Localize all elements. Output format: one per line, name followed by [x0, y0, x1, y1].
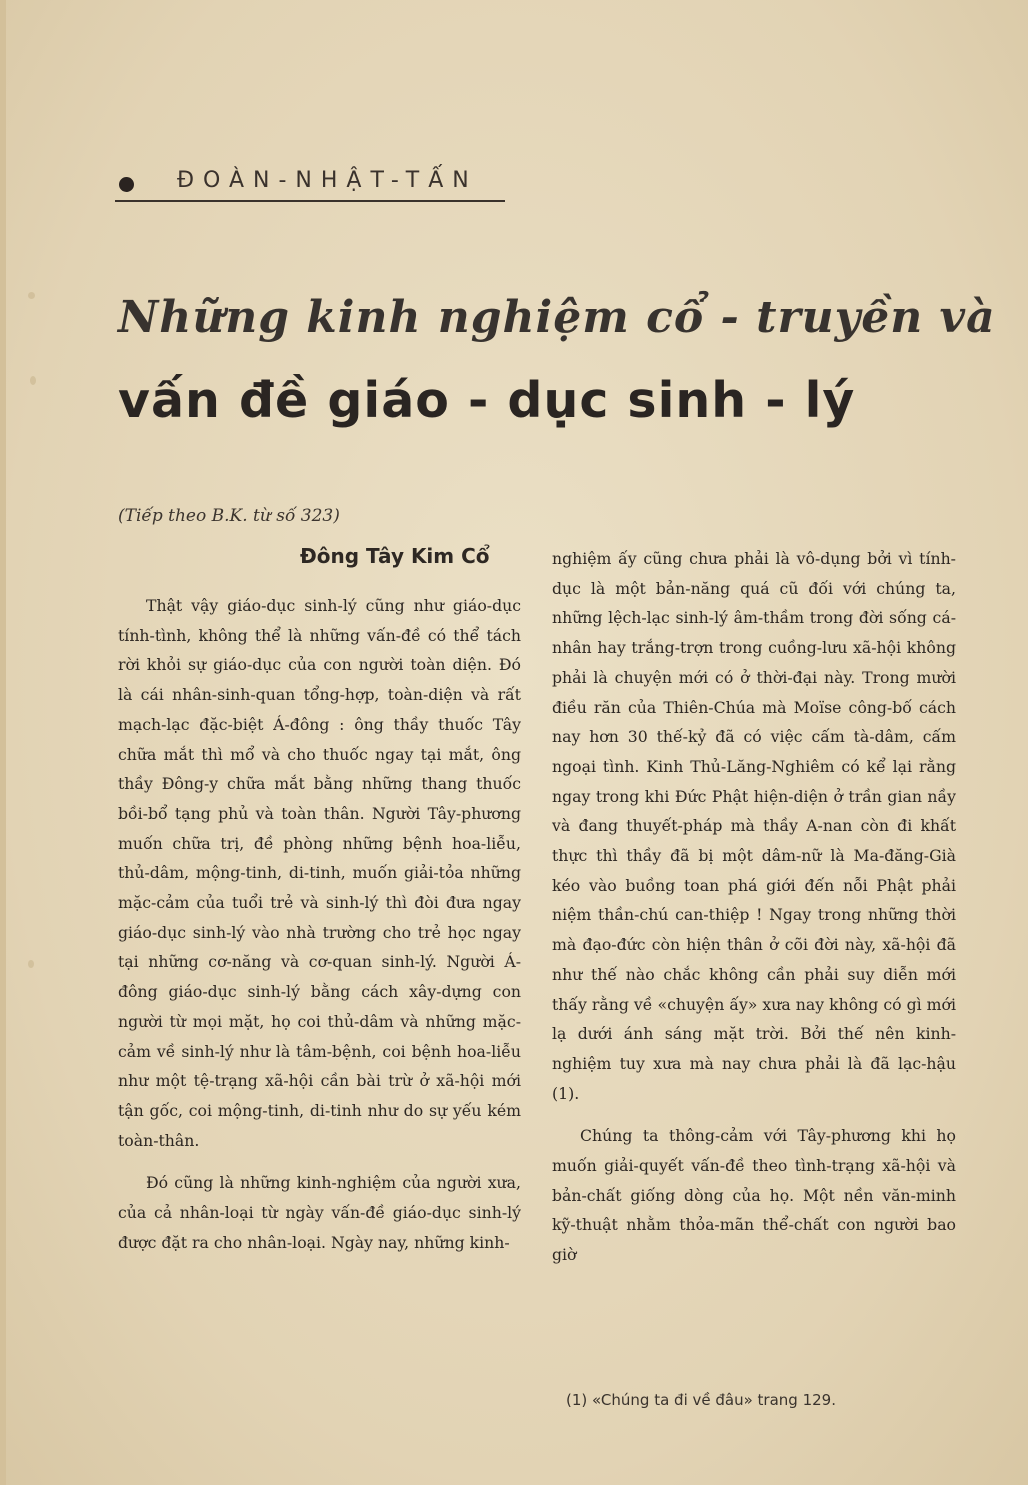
- left-paragraph-1: Thật vậy giáo-dục sinh-lý cũng như giáo-dục tính-tình, không thể là những vấn-đề có thể tách rời khỏi sự giáo-dục của con người toàn diện. Đó là cái nhân-sinh-quan tổng-hợp, toàn-diện và rất mạch-lạc đặc-biệt Á-đông : ông thầy thuốc Tây chữa mắt thì mổ và cho thuốc ngay tại mắt, ông thầy Đông-y chữa mắt bằng những thang thuốc bồi-bổ tạng phủ và toàn thân. Người Tây-phương muốn chữa trị, đề phòng những bệnh hoa-liễu, thủ-dâm, mộng-tinh, di-tinh, muốn giải-tỏa những mặc-cảm của tuổi trẻ và sinh-lý thì đòi đưa ngay giáo-dục sinh-lý vào nhà trường cho trẻ học ngay tại những cơ-năng và cơ-quan sinh-lý. Người Á-đông giáo-dục sinh-lý bằng cách xây-dựng con người từ mọi mặt, họ coi thủ-dâm và những mặc-cảm về sinh-lý như là tâm-bệnh, coi bệnh hoa-liễu như một tệ-trạng xã-hội cần bài trừ ở xã-hội mới tận gốc, coi mộng-tinh, di-tinh như do sự yếu kém toàn-thân.: [118, 596, 521, 1150]
- bullet-icon: [119, 177, 134, 192]
- footnote: (1) «Chúng ta đi về đâu» trang 129.: [566, 1391, 836, 1409]
- paper-blemish: [28, 960, 34, 968]
- right-paragraph-2: Chúng ta thông-cảm với Tây-phương khi họ muốn giải-quyết vấn-đề theo tình-trạng xã-hội và bản-chất giống dòng của họ. Một nền văn-minh kỹ-thuật nhằm thỏa-mãn thể-chất con người bao giờ: [552, 1126, 956, 1265]
- continuation-note: (Tiếp theo B.K. từ số 323): [118, 506, 340, 526]
- left-paragraph-2: Đó cũng là những kinh-nghiệm của người xưa, của cả nhân-loại từ ngày vấn-đề giáo-dục sinh-lý được đặt ra cho nhân-loại. Ngày nay, những kinh-: [118, 1173, 521, 1252]
- section-subheading: Đông Tây Kim Cổ: [300, 544, 490, 568]
- article-title-line-2: vấn đề giáo - dục sinh - lý: [118, 372, 856, 429]
- article-title-line-1: Những kinh nghiệm cổ - truyền và: [118, 292, 996, 343]
- paper-blemish: [30, 376, 36, 385]
- author-header: [115, 162, 515, 202]
- paper-blemish: [28, 292, 35, 299]
- author-underline: [115, 200, 505, 202]
- right-column: [552, 544, 956, 1270]
- right-paragraph-1: nghiệm ấy cũng chưa phải là vô-dụng bởi vì tính-dục là một bản-năng quá cũ đối với chúng ta, những lệch-lạc sinh-lý âm-thầm trong đời sống cá-nhân hay trắng-trợn trong cuồng-lưu xã-hội không phải là chuyện mới có ở thời-đại này. Trong mười điều răn của Thiên-Chúa mà Moïse công-bố cách nay hơn 30 thế-kỷ đã có việc cấm tà-dâm, cấm ngoại tình. Kinh Thủ-Lăng-Nghiêm có kể lại rằng ngay trong khi Đức Phật hiện-diện ở trần gian nầy và đang thuyết-pháp mà thầy A-nan còn đi khất thực thì thầy đã bị một dâm-nữ là Ma-đăng-Già kéo vào buồng toan phá giới đến nỗi Phật phải niệm thần-chú can-thiệp ! Ngay trong những thời mà đạo-đức còn hiện thân ở cõi đời này, xã-hội đã như thế nào chắc không cần phải suy diễn mới thấy rằng về «chuyện ấy» xưa nay không có gì mới lạ dưới ánh sáng mặt trời. Bởi thế nên kinh-nghiệm tuy xưa mà nay chưa phải là đã lạc-hậu (1).: [552, 549, 956, 1103]
- left-column: [118, 591, 521, 1257]
- author-name: ĐOÀN-NHẬT-TẤN: [177, 168, 478, 193]
